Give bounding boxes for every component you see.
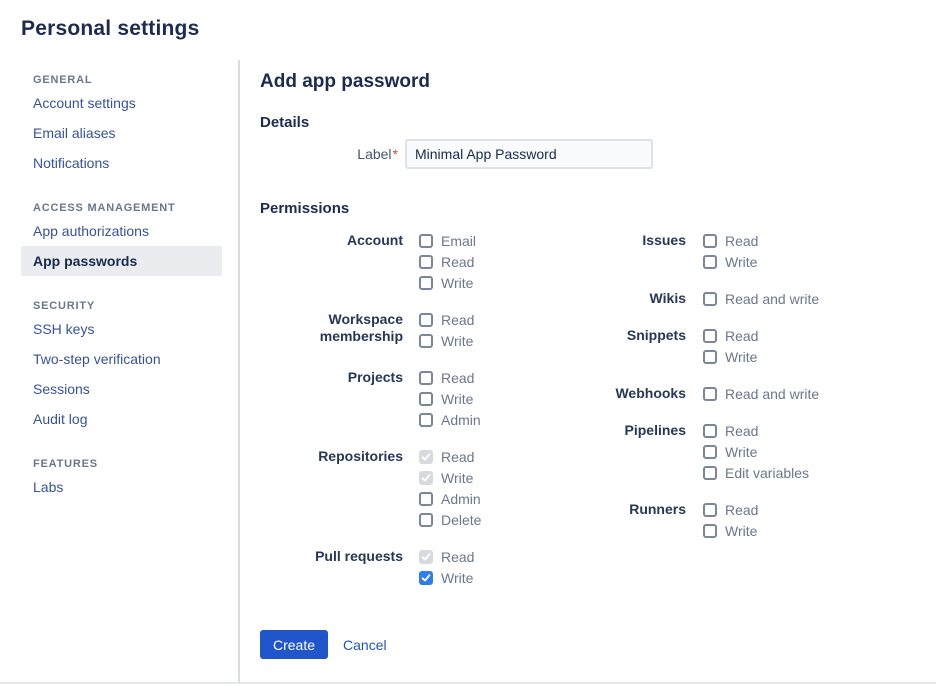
permission-option-account-email[interactable] [419,230,476,251]
permission-option-label: Admin [441,490,481,507]
permission-group-label: Projects [347,369,403,385]
permission-option-pipelines-read[interactable] [703,420,809,441]
sidebar-item-account-settings[interactable]: Account settings [33,95,136,111]
permission-option-label: Edit variables [725,464,810,481]
checkbox-unchecked-icon[interactable] [703,350,717,364]
permission-options [703,383,819,404]
permission-options [419,546,474,588]
checkbox-unchecked-icon[interactable] [703,524,717,538]
checkbox-checked-disabled-icon[interactable] [419,471,433,485]
permission-option-label: Read and write [725,290,820,307]
permission-option-label: Read [725,327,759,344]
permission-option-label: Read [441,369,475,386]
permission-option-repositories-read[interactable] [419,446,481,467]
permission-group-pull-requests [260,546,558,588]
permission-option-repositories-delete[interactable] [419,509,481,530]
permission-group-label: Pull requests [315,548,403,564]
checkbox-unchecked-icon[interactable] [419,255,433,269]
permissions-columns [260,230,936,604]
checkbox-unchecked-icon[interactable] [703,329,717,343]
permission-options [703,230,758,272]
sidebar-section-heading: ACCESS MANAGEMENT [33,202,176,214]
permission-option-account-write[interactable] [419,272,476,293]
sidebar-section-heading: SECURITY [33,300,96,312]
permission-option-label: Read and write [725,385,820,402]
permission-option-webhooks-read-and-write[interactable] [703,383,819,404]
permission-group-wikis [558,288,819,309]
permission-group-label: Issues [642,232,686,248]
check-icon [421,452,431,462]
permission-options [419,446,481,530]
cancel-link[interactable]: Cancel [343,636,387,653]
checkbox-unchecked-icon[interactable] [419,413,433,427]
permission-option-projects-admin[interactable] [419,409,481,430]
checkbox-unchecked-icon[interactable] [703,387,717,401]
check-icon [421,573,431,583]
permission-options [703,325,758,367]
permission-option-label: Read [441,253,475,270]
permission-option-workspace-membership-read[interactable] [419,309,474,330]
page-title: Personal settings [21,17,200,40]
form-actions [260,630,936,659]
sidebar-item-ssh-keys[interactable]: SSH keys [33,321,95,337]
sidebar-sections [21,72,238,502]
permission-options [703,420,809,483]
permission-options [419,367,481,430]
checkbox-checked-disabled-icon[interactable] [419,450,433,464]
permission-group-label: Wikis [649,290,686,306]
permission-option-label: Read [441,311,475,328]
sidebar-item-app-authorizations[interactable]: App authorizations [33,223,149,239]
sidebar-section-security [21,298,238,434]
permission-option-repositories-write[interactable] [419,467,481,488]
permission-option-account-read[interactable] [419,251,476,272]
permission-option-issues-write[interactable] [703,251,758,272]
permission-option-label: Write [441,469,474,486]
permission-group-runners [558,499,819,541]
permissions-heading: Permissions [260,200,350,217]
permission-option-label: Write [725,253,758,270]
checkbox-unchecked-icon[interactable] [419,492,433,506]
permission-group-label: Runners [629,501,686,517]
sidebar-section-access-management [21,200,238,276]
checkbox-unchecked-icon[interactable] [419,313,433,327]
permission-option-label: Read [441,548,475,565]
permission-group-snippets [558,325,819,367]
permission-group-account [260,230,558,293]
page-header [0,0,936,60]
checkbox-unchecked-icon[interactable] [419,276,433,290]
permission-group-label: Workspace membership [319,311,403,344]
checkbox-unchecked-icon[interactable] [703,292,717,306]
sidebar-item-app-passwords[interactable]: App passwords [21,246,222,276]
permission-option-workspace-membership-write[interactable] [419,330,474,351]
sidebar-item-audit-log[interactable]: Audit log [33,411,88,427]
checkbox-unchecked-icon[interactable] [703,424,717,438]
permission-option-label: Read [725,501,759,518]
permission-option-pull-requests-read[interactable] [419,546,474,567]
sidebar [0,60,240,682]
permission-option-wikis-read-and-write[interactable] [703,288,819,309]
permission-group-workspace-membership [260,309,558,351]
permission-option-label: Read [725,232,759,249]
permission-option-label: Read [441,448,475,465]
permission-option-label: Email [441,232,477,249]
permission-option-snippets-write[interactable] [703,346,758,367]
permission-option-label: Delete [441,511,482,528]
permissions-column-left [260,230,558,604]
permission-options [419,309,474,351]
permission-group-pipelines [558,420,819,483]
sidebar-item-labs[interactable]: Labs [33,479,64,495]
permission-option-label: Write [441,390,474,407]
permission-group-webhooks [558,383,819,404]
sidebar-section-heading: FEATURES [33,458,98,470]
permission-group-repositories [260,446,558,530]
permission-option-runners-write[interactable] [703,520,758,541]
permission-option-pipelines-edit-variables[interactable] [703,462,809,483]
content [0,60,936,684]
permission-option-runners-read[interactable] [703,499,758,520]
create-button[interactable]: Create [260,630,328,659]
permission-option-label: Write [725,522,758,539]
permission-option-label: Write [725,443,758,460]
permission-option-label: Write [441,332,474,349]
permission-group-label: Pipelines [624,422,686,438]
permission-option-label: Write [441,569,474,586]
sidebar-section-heading: GENERAL [33,74,93,86]
sidebar-section-general [21,72,238,178]
permission-option-projects-write[interactable] [419,388,481,409]
checkbox-unchecked-icon[interactable] [419,392,433,406]
permission-option-projects-read[interactable] [419,367,481,388]
sidebar-section-features [21,456,238,502]
label-field-row [260,139,936,169]
checkbox-unchecked-icon[interactable] [703,466,717,480]
permission-group-label: Account [347,232,403,248]
permission-options [703,288,819,309]
label-input[interactable] [405,139,653,169]
checkbox-unchecked-icon[interactable] [703,234,717,248]
checkbox-unchecked-icon[interactable] [703,445,717,459]
permission-group-label: Repositories [318,448,403,464]
checkbox-checked-icon[interactable] [419,571,433,585]
main-panel [240,60,936,682]
checkbox-unchecked-icon[interactable] [419,334,433,348]
sidebar-item-two-step-verification[interactable]: Two-step verification [33,351,161,367]
sidebar-item-notifications[interactable]: Notifications [33,155,110,171]
check-icon [421,473,431,483]
checkbox-unchecked-icon[interactable] [419,371,433,385]
permission-group-label: Webhooks [615,385,686,401]
permission-options [703,499,758,541]
check-icon [421,552,431,562]
label-field-text: Label [357,146,392,162]
permission-options [419,230,476,293]
sidebar-item-sessions[interactable]: Sessions [33,381,90,397]
required-marker: * [392,146,398,162]
permission-group-issues [558,230,819,272]
checkbox-unchecked-icon[interactable] [419,234,433,248]
checkbox-unchecked-icon[interactable] [703,503,717,517]
permission-option-pipelines-write[interactable] [703,441,809,462]
permission-group-label: Snippets [626,327,686,343]
checkbox-unchecked-icon[interactable] [703,255,717,269]
label-field-label [260,146,405,162]
permission-option-repositories-admin[interactable] [419,488,481,509]
permission-option-pull-requests-write[interactable] [419,567,474,588]
checkbox-unchecked-icon[interactable] [419,513,433,527]
permission-option-snippets-read[interactable] [703,325,758,346]
permission-option-label: Admin [441,411,481,428]
permission-option-issues-read[interactable] [703,230,758,251]
permission-option-label: Write [725,348,758,365]
permission-option-label: Read [725,422,759,439]
checkbox-checked-disabled-icon[interactable] [419,550,433,564]
details-heading: Details [260,114,310,131]
form-title: Add app password [260,71,430,92]
sidebar-item-email-aliases[interactable]: Email aliases [33,125,116,141]
permissions-column-right [558,230,819,604]
permission-group-projects [260,367,558,430]
permission-option-label: Write [441,274,474,291]
